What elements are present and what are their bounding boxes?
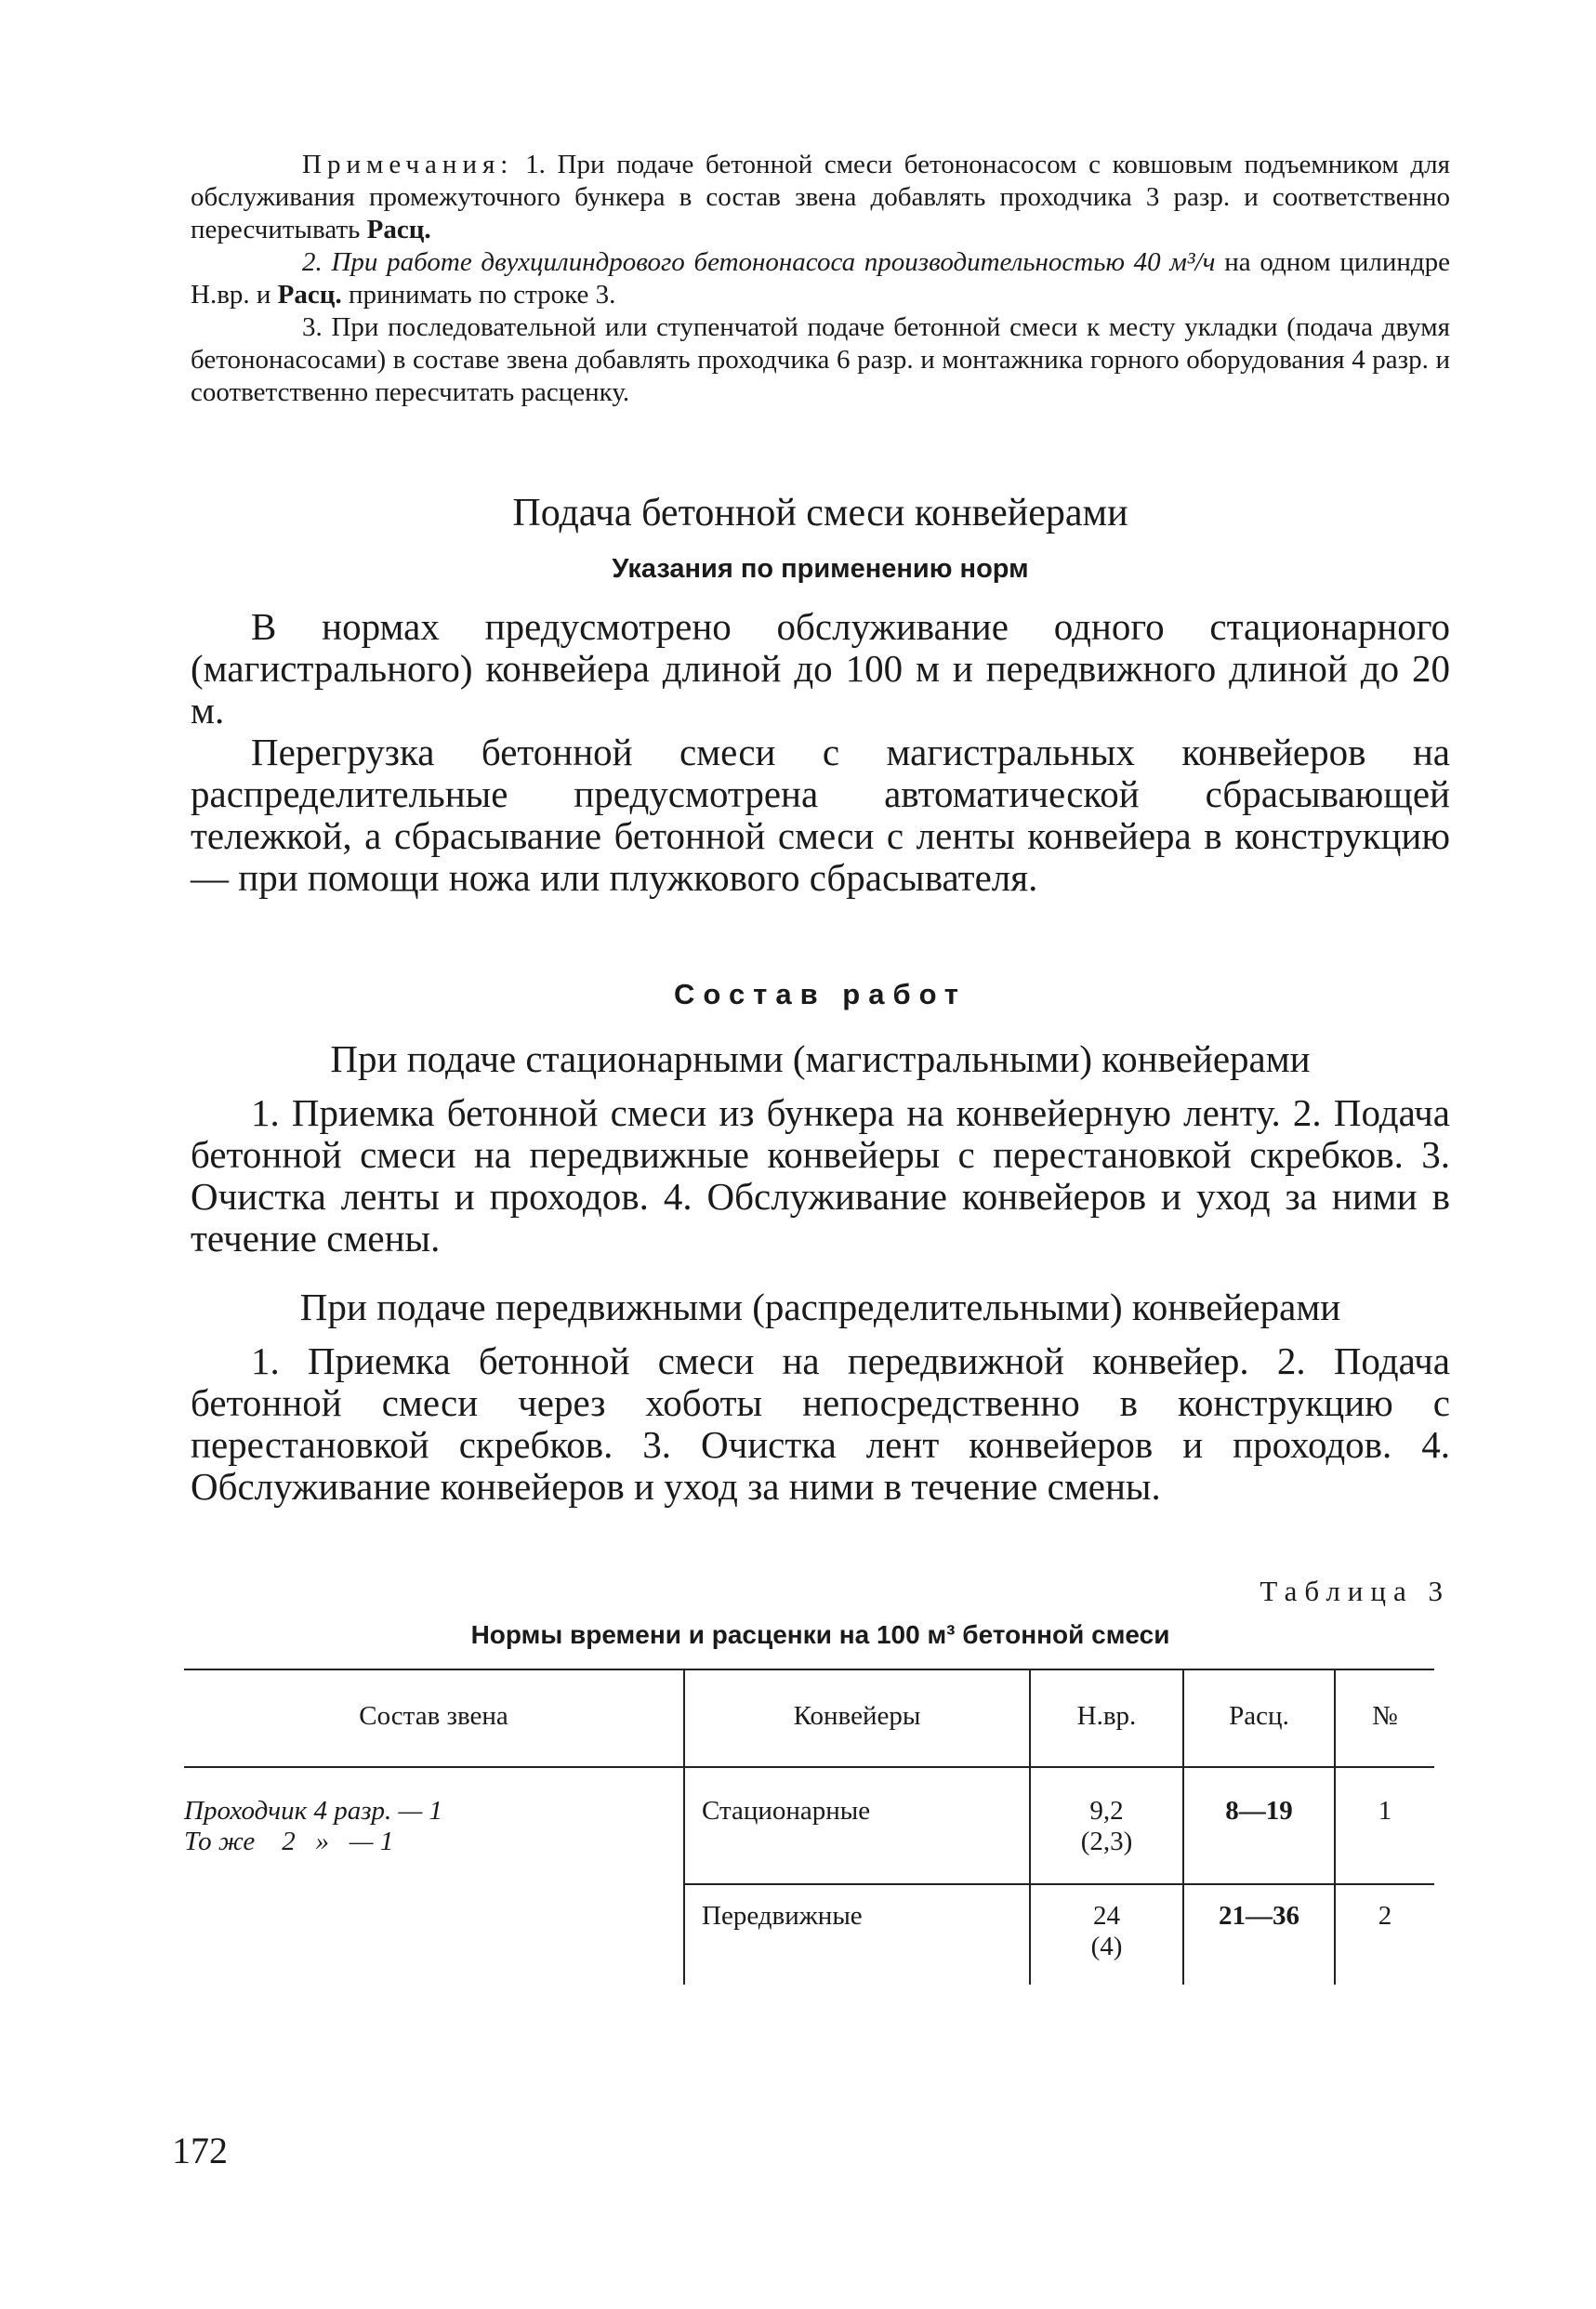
note-2-italic: 2. При работе двухцилиндрового бетононасоса производительностью 40 м³/ч: [302, 247, 1216, 277]
header-crew: Состав звена: [359, 1701, 508, 1731]
note-2-tail: принимать по строке 3.: [348, 280, 616, 310]
row-1-rate: 8—19: [1225, 1796, 1293, 1826]
crew-line-2: То же 2 » — 1: [184, 1827, 394, 1856]
usage-subheading: Указания по применению норм: [612, 554, 1029, 584]
row-1-conveyor: Стационарные: [702, 1796, 871, 1826]
stationary-block: [191, 1092, 1450, 1260]
mobile-heading: При подаче передвижными (распределительными) конвейерами: [299, 1286, 1341, 1328]
row-2-number: 2: [1378, 1901, 1392, 1931]
note-1-bold: Расц.: [366, 215, 431, 244]
row-1-number: 1: [1378, 1796, 1392, 1826]
row-2-nvr-sub: (4): [1090, 1932, 1123, 1961]
note-1-text: 1. При подаче бетонной смеси бетононасосом с ковшовым подъемником для обслуживания промежуточного бункера в состав звена добавлять проходчика 3 разр. и соответственно пересчитывать: [191, 150, 1450, 244]
paragraph-2: Перегрузка бетонной смеси с магистральных конвейеров на распределительные предусмотрена автоматической сбрасывающей тележкой, а сбрасывание бетонной смеси с ленты конвейера в конструкцию — при помощи ножа или плужкового сбрасывателя.: [191, 731, 1450, 899]
note-3: 3. При последовательной или ступенчатой подаче бетонной смеси к месту укладки (подача двумя бетононасосами) в составе звена добавлять проходчика 6 разр. и монтажника горного оборудования 4 разр. и соответственно пересчитать расценку.: [191, 312, 1450, 407]
stationary-text: 1. Приемка бетонной смеси из бункера на конвейерную ленту. 2. Подача бетонной смеси на передвижные конвейеры с перестановкой скребков. 3. Очистка ленты и проходов. 4. Обслуживание конвейеров и уход за ними в течение смены.: [191, 1091, 1450, 1260]
header-conveyors: Конвейеры: [793, 1701, 921, 1731]
section-title: Подача бетонной смеси конвейерами: [512, 492, 1128, 534]
crew-line-1: Проходчик 4 разр. — 1: [184, 1796, 443, 1826]
notes-heading: Примечания:: [302, 150, 514, 179]
header-number: №: [1372, 1701, 1398, 1731]
mobile-block: [191, 1340, 1450, 1508]
note-2-bold: Расц.: [277, 280, 342, 310]
table-top-rule: [184, 1669, 1434, 1670]
table-header-rule: [184, 1766, 1434, 1768]
header-rate: Расц.: [1229, 1701, 1289, 1731]
works-heading: Состав работ: [674, 978, 967, 1010]
note-2-text: на одном цилиндре Н.вр. и: [191, 247, 1451, 310]
row-1-nvr: 9,2: [1089, 1796, 1124, 1826]
header-nvr: Н.вр.: [1076, 1701, 1137, 1731]
paragraph-1: В нормах предусмотрено обслуживание одного стационарного (магистрального) конвейера длиной до 100 м и передвижного длиной до 20 м.: [191, 605, 1450, 732]
stationary-heading: При подаче стационарными (магистральными) конвейерами: [330, 1037, 1311, 1080]
row-1-nvr-sub: (2,3): [1080, 1827, 1133, 1856]
mobile-text: 1. Приемка бетонной смеси на передвижной конвейер. 2. Подача бетонной смеси через хоботы непосредственно в конструкцию с перестановкой скребков. 3. Очистка лент конвейеров и проходов. 4. Обслуживание конвейеров и уход за ними в течение смены.: [191, 1339, 1450, 1508]
page-number: 172: [172, 2130, 228, 2171]
table-label: Таблица 3: [1260, 1575, 1450, 1607]
table-row-rule: [683, 1883, 1434, 1885]
notes-block: [191, 149, 1450, 409]
row-2-rate: 21—36: [1219, 1901, 1299, 1931]
table-title: Нормы времени и расценки на 100 м³ бетонной смеси: [470, 1620, 1170, 1649]
row-2-conveyor: Передвижные: [702, 1901, 863, 1931]
row-2-nvr: 24: [1093, 1901, 1120, 1931]
usage-text: [191, 606, 1450, 899]
